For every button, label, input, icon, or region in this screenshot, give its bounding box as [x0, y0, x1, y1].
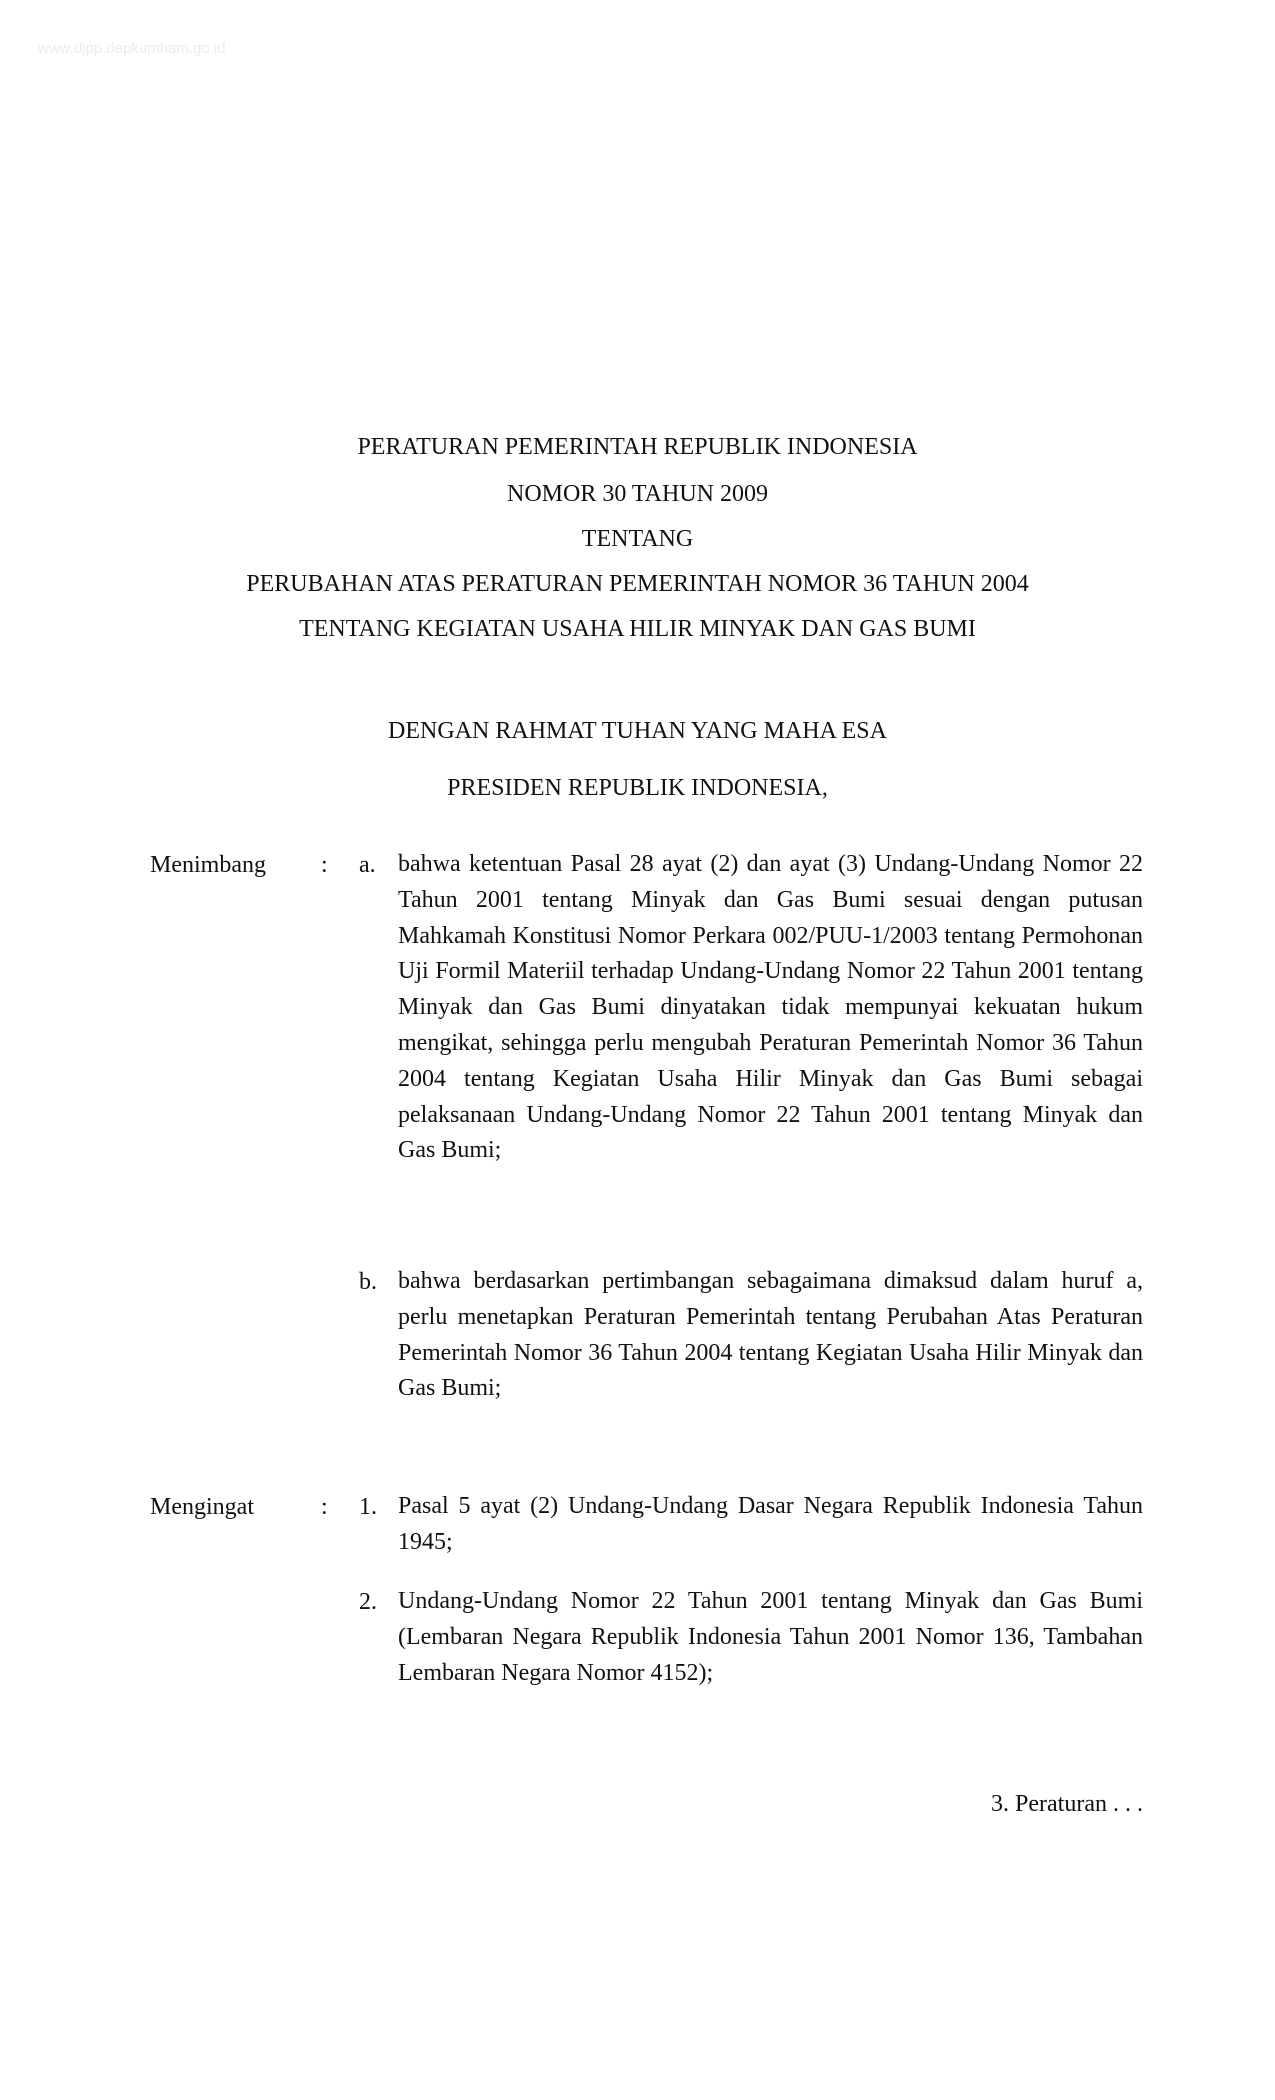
menimbang-colon: : — [321, 852, 328, 878]
menimbang-label: Menimbang — [150, 852, 266, 878]
preamble-rahmat: DENGAN RAHMAT TUHAN YANG MAHA ESA — [388, 718, 887, 744]
mengingat-marker-1: 1. — [359, 1494, 377, 1520]
menimbang-marker-a: a. — [359, 852, 376, 878]
watermark: www.djpp.depkumham.go.id — [38, 40, 226, 57]
page-continuation: 3. Peraturan . . . — [991, 1791, 1143, 1817]
title-line-5: TENTANG KEGIATAN USAHA HILIR MINYAK DAN GAS BUMI — [299, 616, 976, 642]
menimbang-item-b: bahwa berdasarkan pertimbangan sebagaimana dimaksud dalam huruf a, perlu menetapkan Peraturan Pemerintah tentang Perubahan Atas Peraturan Pemerintah Nomor 36 Tahun 2004 tentang Kegiatan Usaha Hilir Minyak dan Gas Bumi; — [398, 1268, 1143, 1402]
menimbang-item-a: bahwa ketentuan Pasal 28 ayat (2) dan ayat (3) Undang-Undang Nomor 22 Tahun 2001 tentang Minyak dan Gas Bumi sesuai dengan putusan Mahkamah Konstitusi Nomor Perkara 002/PUU-1/2003 tentang Permohonan Uji Formil Materiil terhadap Undang-Undang Nomor 22 Tahun 2001 tentang Minyak dan Gas Bumi dinyatakan tidak mempunyai kekuatan hukum mengikat, sehingga perlu mengubah Peraturan Pemerintah Nomor 36 Tahun 2004 tentang Kegiatan Usaha Hilir Minyak dan Gas Bumi sebagai pelaksanaan Undang-Undang Nomor 22 Tahun 2001 tentang Minyak dan Gas Bumi; — [398, 851, 1143, 1164]
mengingat-colon: : — [321, 1494, 328, 1520]
title-line-3: TENTANG — [581, 526, 694, 552]
mengingat-item-2: Undang-Undang Nomor 22 Tahun 2001 tentang Minyak dan Gas Bumi (Lembaran Negara Republik Indonesia Tahun 2001 Nomor 136, Tambahan Lembaran Negara Nomor 4152); — [398, 1588, 1143, 1686]
mengingat-marker-2: 2. — [359, 1589, 377, 1615]
preamble-presiden: PRESIDEN REPUBLIK INDONESIA, — [447, 775, 828, 801]
title-line-1: PERATURAN PEMERINTAH REPUBLIK INDONESIA — [357, 434, 918, 460]
mengingat-item-1: Pasal 5 ayat (2) Undang-Undang Dasar Negara Republik Indonesia Tahun 1945; — [398, 1493, 1143, 1555]
title-line-4: PERUBAHAN ATAS PERATURAN PEMERINTAH NOMOR 36 TAHUN 2004 — [246, 571, 1029, 597]
title-line-2: NOMOR 30 TAHUN 2009 — [507, 481, 768, 507]
menimbang-marker-b: b. — [359, 1269, 377, 1295]
mengingat-label: Mengingat — [150, 1494, 254, 1520]
